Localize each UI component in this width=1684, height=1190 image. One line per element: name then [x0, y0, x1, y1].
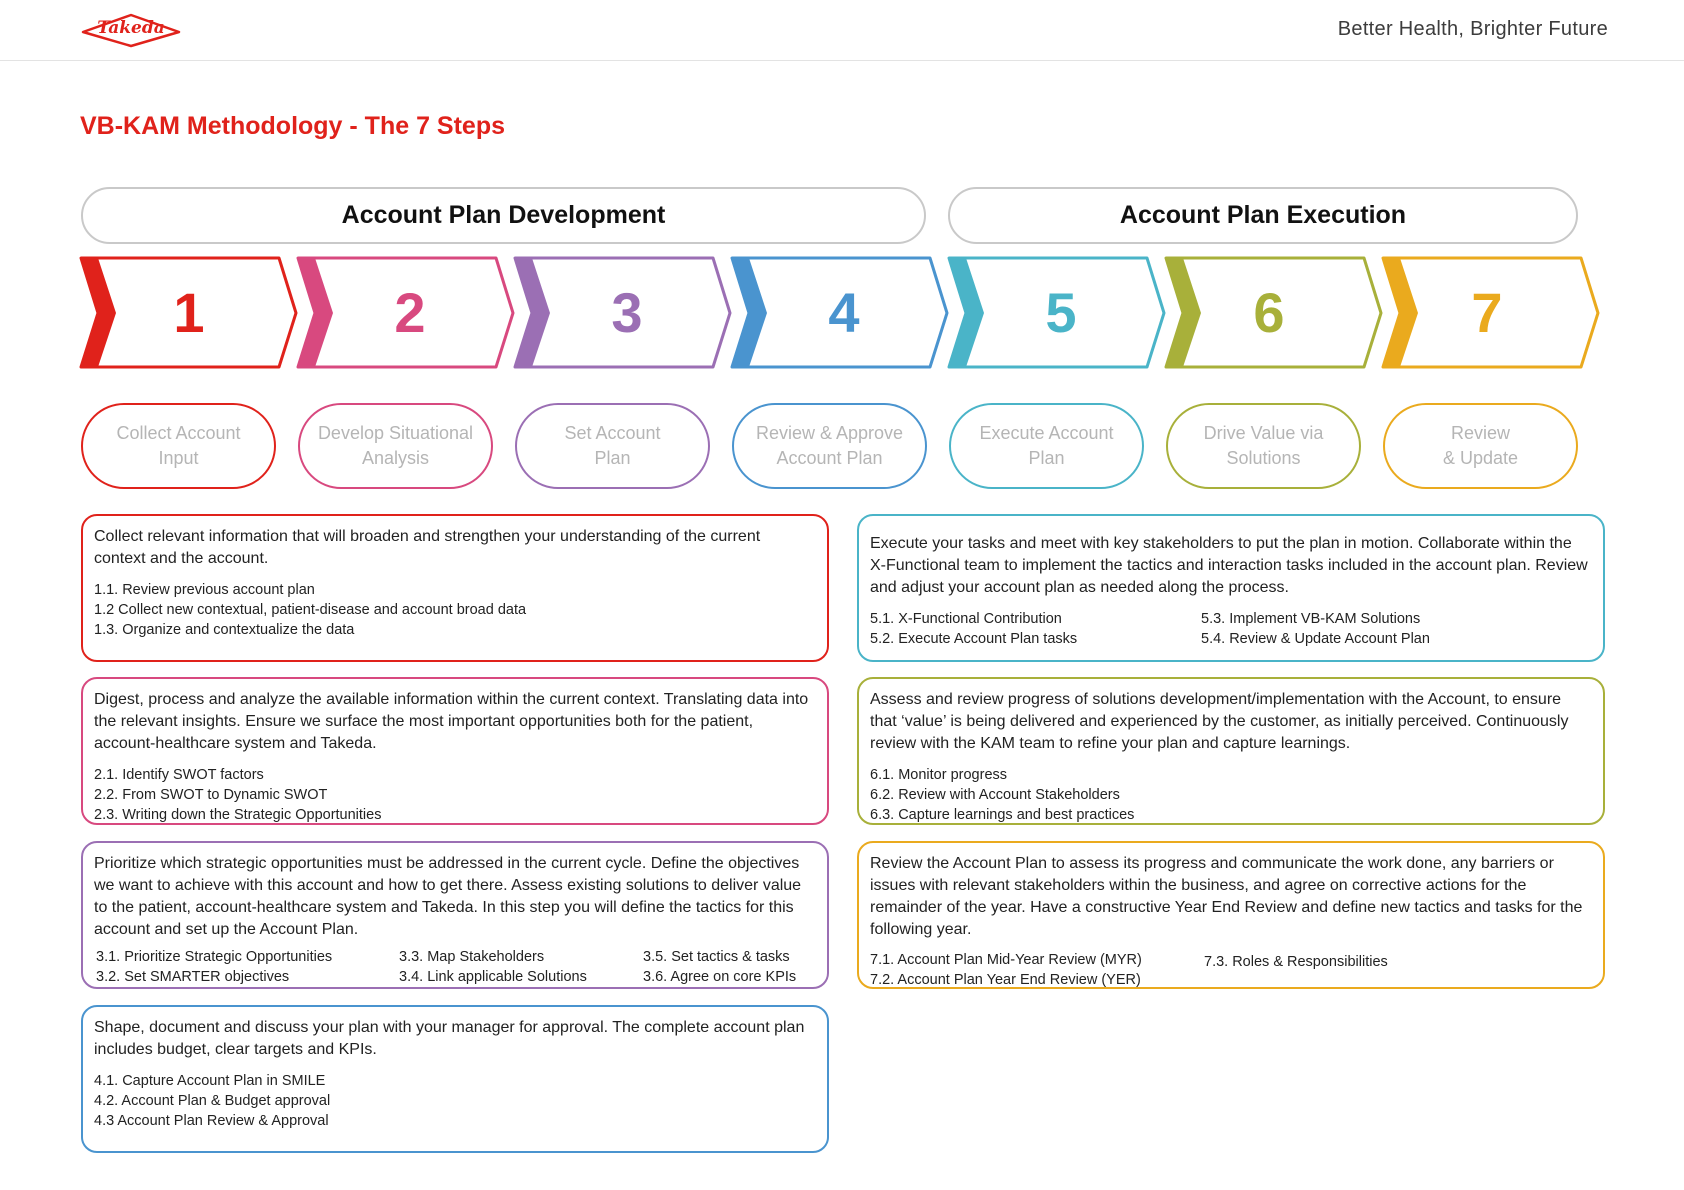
step-name-5-line1: Execute Account — [979, 423, 1114, 443]
step-name-4-line1: Review & Approve — [755, 423, 904, 443]
step-4-item: 4.1. Capture Account Plan in SMILE — [94, 1073, 326, 1089]
step-6-item: 6.2. Review with Account Stakeholders — [870, 787, 1120, 803]
step-arrow-2 — [298, 258, 513, 367]
step-3-items-col3 — [643, 947, 796, 987]
step-2-item: 2.3. Writing down the Strategic Opportunities — [94, 807, 382, 823]
step-3-item: 3.3. Map Stakeholders — [399, 949, 545, 965]
step-name-4 — [732, 403, 927, 489]
step-3-item: 3.5. Set tactics & tasks — [643, 949, 790, 965]
step-name-7-line1: Review — [1450, 423, 1511, 443]
step-number-4: 4 — [828, 281, 860, 344]
step-2-item: 2.1. Identify SWOT factors — [94, 767, 264, 783]
step-1-item: 1.2 Collect new contextual, patient-disease and account broad data — [94, 602, 527, 618]
step-1-details — [81, 514, 829, 662]
logo-wordmark: Takeda — [97, 18, 165, 38]
step-arrows — [0, 255, 1684, 375]
step-5-item: 5.2. Execute Account Plan tasks — [870, 631, 1078, 647]
step-7-details — [857, 841, 1605, 989]
step-3-item: 3.1. Prioritize Strategic Opportunities — [96, 949, 333, 965]
step-3-details — [81, 841, 829, 989]
step-arrow-1 — [81, 258, 296, 367]
step-name-1 — [81, 403, 276, 489]
step-7-item: 7.1. Account Plan Mid-Year Review (MYR) — [870, 952, 1142, 968]
step-name-1-line2: Input — [158, 448, 199, 468]
step-2-description: Digest, process and analyze the available information within the current context. Translating data into the relevant insights. Ensure we surface the most important opportunities both for the patient, account-healthcare system and Takeda. — [94, 691, 809, 752]
step-name-2-line1: Develop Situational — [317, 423, 474, 443]
step-1-description: Collect relevant information that will broaden and strengthen your understanding of the current context and the account. — [94, 528, 761, 567]
step-2-item: 2.2. From SWOT to Dynamic SWOT — [94, 787, 328, 803]
step-name-5-line2: Plan — [1028, 448, 1065, 468]
step-4-items — [94, 1071, 815, 1131]
step-5-items-col1 — [870, 609, 1077, 649]
step-name-5 — [949, 403, 1144, 489]
step-5-items-col2 — [1201, 609, 1430, 649]
step-name-3-line1: Set Account — [564, 423, 661, 443]
step-3-item: 3.6. Agree on core KPIs — [643, 969, 797, 985]
step-1-item: 1.3. Organize and contextualize the data — [94, 622, 355, 638]
page-title: VB-KAM Methodology - The 7 Steps — [80, 112, 505, 140]
step-3-items-col2 — [399, 947, 587, 987]
step-name-7 — [1383, 403, 1578, 489]
step-7-item: 7.2. Account Plan Year End Review (YER) — [870, 972, 1141, 988]
step-6-item: 6.1. Monitor progress — [870, 767, 1008, 783]
step-number-6: 6 — [1253, 281, 1285, 344]
step-1-item: 1.1. Review previous account plan — [94, 582, 315, 598]
step-3-item: 3.2. Set SMARTER objectives — [96, 969, 290, 985]
step-4-details — [81, 1005, 829, 1153]
step-5-description: Execute your tasks and meet with key stakeholders to put the plan in motion. Collaborate within the X-Functional team to implement the tactics and interaction tasks included in the account plan. Review and adjust your account plan as needed along the process. — [870, 535, 1588, 596]
step-number-2: 2 — [394, 281, 426, 344]
step-3-items-col1 — [96, 947, 332, 987]
step-3-item: 3.4. Link applicable Solutions — [399, 969, 587, 985]
step-7-description: Review the Account Plan to assess its progress and communicate the work done, any barriers or issues with relevant stakeholders within the business, and agree on corrective actions for the remainder of the year. Have a constructive Year End Review and define new tactics and tasks for the following year. — [870, 855, 1583, 938]
step-name-3-line2: Plan — [594, 448, 631, 468]
step-name-6 — [1166, 403, 1361, 489]
step-arrow-4 — [732, 258, 947, 367]
step-name-1-line1: Collect Account — [116, 423, 241, 443]
step-name-6-line2: Solutions — [1226, 448, 1301, 468]
step-6-item: 6.3. Capture learnings and best practices — [870, 807, 1135, 823]
step-number-3: 3 — [611, 281, 643, 344]
step-name-6-line1: Drive Value via — [1203, 423, 1324, 443]
step-number-5: 5 — [1045, 281, 1077, 344]
step-6-details — [857, 677, 1605, 825]
step-5-item: 5.1. X-Functional Contribution — [870, 611, 1062, 627]
step-7-items-col1 — [870, 950, 1142, 990]
tagline: Better Health, Brighter Future — [1337, 18, 1608, 40]
step-number-1: 1 — [173, 281, 205, 344]
step-7-items-col2 — [1204, 952, 1388, 972]
step-2-items — [94, 765, 815, 825]
step-arrow-6 — [1166, 258, 1381, 367]
step-6-items — [870, 765, 1591, 825]
step-arrow-5 — [949, 258, 1164, 367]
step-arrow-7 — [1383, 258, 1598, 367]
step-number-7: 7 — [1471, 281, 1503, 344]
step-6-description: Assess and review progress of solutions development/implementation with the Account, to ensure that ‘value’ is being delivered and experienced by the customer, as initially perceived. Continuously review with the KAM team to refine your plan and capture learnings. — [870, 691, 1569, 752]
step-1-items — [94, 580, 815, 640]
step-name-2-line2: Analysis — [361, 448, 429, 468]
step-4-item: 4.3 Account Plan Review & Approval — [94, 1113, 329, 1129]
step-3-description: Prioritize which strategic opportunities must be addressed in the current cycle. Define the objectives we want to achieve with this account and how to get there. Assess existing solutions to deliver value to the patient, account-healthcare system and Takeda. In this step you will define the tactics for this account and set up the Account Plan. — [94, 855, 802, 938]
step-4-description: Shape, document and discuss your plan with your manager for approval. The complete account plan includes budget, clear targets and KPIs. — [94, 1019, 805, 1058]
step-2-details — [81, 677, 829, 825]
takeda-logo — [79, 12, 183, 48]
step-name-7-line2: & Update — [1442, 448, 1519, 468]
step-4-item: 4.2. Account Plan & Budget approval — [94, 1093, 331, 1109]
step-arrow-3 — [515, 258, 730, 367]
phase-execution: Account Plan Execution — [948, 187, 1578, 244]
page-header — [0, 0, 1684, 61]
step-name-3 — [515, 403, 710, 489]
phase-development: Account Plan Development — [81, 187, 926, 244]
step-name-4-line2: Account Plan — [776, 448, 883, 468]
step-7-item: 7.3. Roles & Responsibilities — [1204, 954, 1388, 970]
step-5-details — [857, 514, 1605, 662]
step-5-item: 5.4. Review & Update Account Plan — [1201, 631, 1430, 647]
step-name-2 — [298, 403, 493, 489]
step-5-item: 5.3. Implement VB-KAM Solutions — [1201, 611, 1421, 627]
